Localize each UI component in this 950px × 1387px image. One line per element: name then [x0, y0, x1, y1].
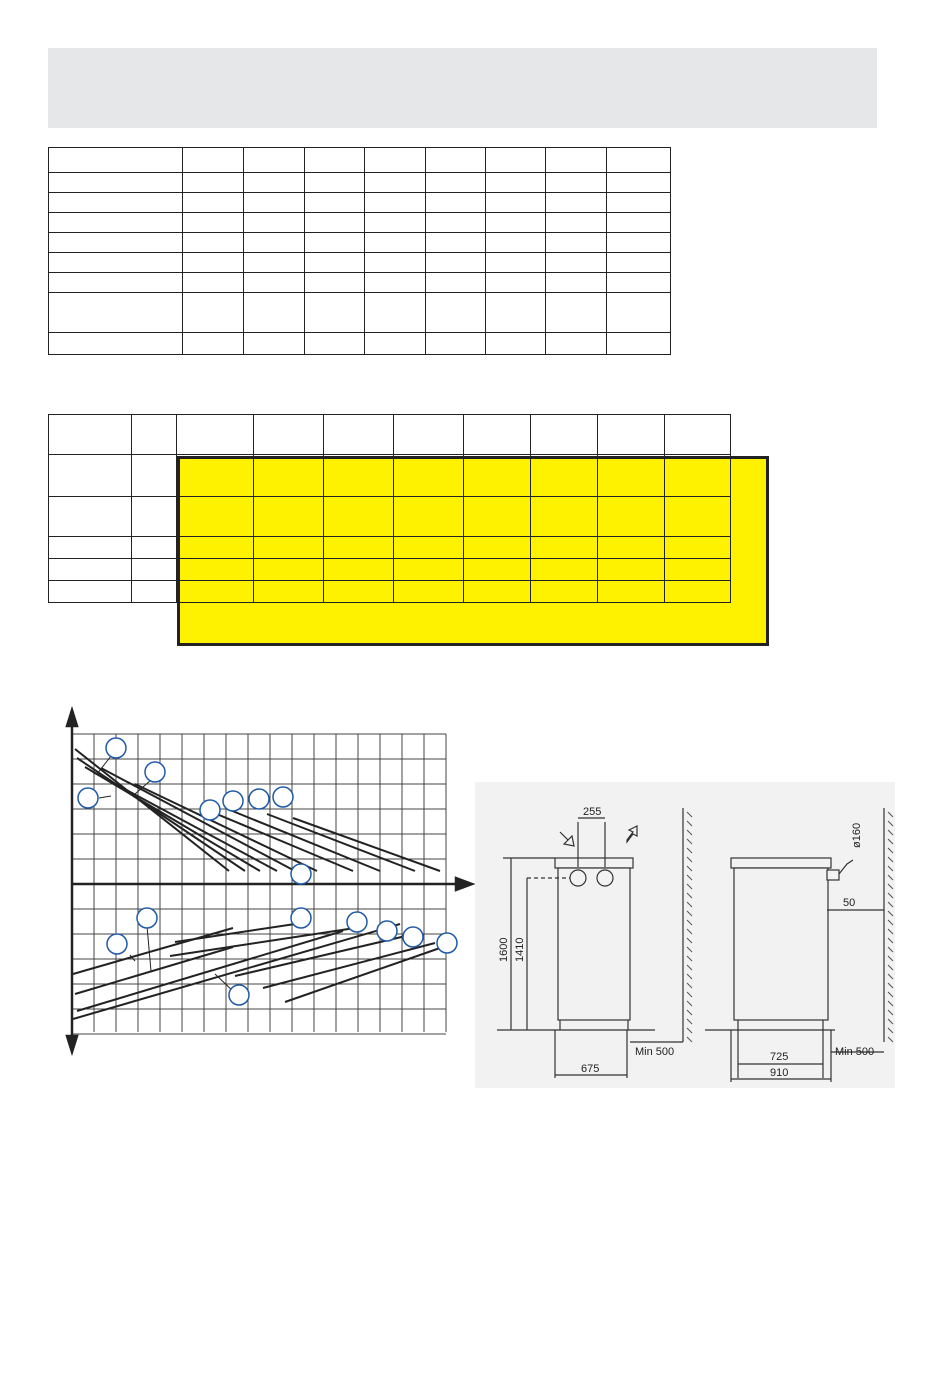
table-cell: [305, 253, 365, 273]
table-cell: [305, 148, 365, 173]
dim-inner-width: 725: [770, 1051, 789, 1063]
callout-circle: [229, 985, 249, 1005]
callout-circle: [377, 921, 397, 941]
table-cell: [546, 148, 607, 173]
table-cell: [365, 233, 426, 253]
table-cell: [365, 193, 426, 213]
table-row: [49, 415, 731, 455]
table-cell: [254, 559, 324, 581]
table-cell: [607, 213, 671, 233]
table-cell: [49, 253, 183, 273]
table-cell: [426, 253, 486, 273]
table-cell: [365, 173, 426, 193]
table-cell: [49, 415, 132, 455]
table-row: [49, 173, 671, 193]
table-cell: [254, 537, 324, 559]
table-cell: [486, 253, 546, 273]
table-cell: [365, 213, 426, 233]
table-row: [49, 581, 731, 603]
table-cell: [607, 333, 671, 355]
table-cell: [177, 415, 254, 455]
callout-circle: [137, 908, 157, 928]
header-banner: [48, 48, 877, 128]
dim-depth: 675: [581, 1063, 600, 1075]
dim-total-height: 1600: [498, 937, 510, 962]
table-cell: [546, 273, 607, 293]
table-cell: [49, 233, 183, 253]
table-cell: [464, 581, 531, 603]
table-row: [49, 148, 671, 173]
table-cell: [464, 559, 531, 581]
dimension-drawing: [475, 782, 895, 1088]
table-cell: [183, 253, 244, 273]
table-cell: [426, 173, 486, 193]
table-row: [49, 333, 671, 355]
table-cell: [177, 559, 254, 581]
dim-outer-width: 910: [770, 1067, 789, 1079]
table-cell: [305, 273, 365, 293]
table-cell: [49, 559, 132, 581]
table-cell: [244, 213, 305, 233]
table-cell: [426, 193, 486, 213]
table-cell: [394, 581, 464, 603]
table-cell: [49, 193, 183, 213]
table-cell: [49, 148, 183, 173]
table-cell: [254, 497, 324, 537]
dim-flue-spacing: 255: [583, 806, 602, 818]
table-cell: [426, 273, 486, 293]
table-cell: [49, 497, 132, 537]
table-cell: [486, 148, 546, 173]
table-cell: [365, 148, 426, 173]
table-cell: [394, 415, 464, 455]
table-row: [49, 213, 671, 233]
table-cell: [665, 497, 731, 537]
callout-circle: [78, 788, 98, 808]
table-cell: [394, 559, 464, 581]
table-cell: [305, 193, 365, 213]
table-cell: [324, 537, 394, 559]
callout-circle: [223, 791, 243, 811]
table-cell: [177, 537, 254, 559]
table-cell: [531, 455, 598, 497]
table-row: [49, 293, 671, 333]
callout-circle: [107, 934, 127, 954]
callout-circle: [291, 908, 311, 928]
table-cell: [49, 273, 183, 293]
table-cell: [49, 213, 183, 233]
table-cell: [324, 497, 394, 537]
table-cell: [132, 497, 177, 537]
table-cell: [546, 173, 607, 193]
table-cell: [531, 581, 598, 603]
table-row: [49, 455, 731, 497]
table-cell: [244, 273, 305, 293]
table-cell: [49, 537, 132, 559]
table-cell: [426, 148, 486, 173]
table-cell: [607, 233, 671, 253]
table-cell: [132, 559, 177, 581]
table-cell: [254, 455, 324, 497]
table-cell: [244, 253, 305, 273]
table-cell: [254, 581, 324, 603]
table-row: [49, 193, 671, 213]
table-cell: [305, 213, 365, 233]
table-row: [49, 497, 731, 537]
table-cell: [464, 537, 531, 559]
table-cell: [244, 333, 305, 355]
table-cell: [665, 537, 731, 559]
callout-circle: [200, 800, 220, 820]
table-cell: [305, 293, 365, 333]
table-cell: [49, 173, 183, 193]
callout-circle: [249, 789, 269, 809]
table-cell: [531, 559, 598, 581]
table-cell: [665, 559, 731, 581]
dim-flue-offset: 50: [843, 897, 856, 909]
performance-chart: [55, 706, 475, 1056]
table-cell: [183, 213, 244, 233]
callout-circle: [145, 762, 165, 782]
table-cell: [324, 455, 394, 497]
table-cell: [254, 415, 324, 455]
table-cell: [665, 581, 731, 603]
table-cell: [464, 497, 531, 537]
table-cell: [486, 333, 546, 355]
table-cell: [183, 293, 244, 333]
callout-circle: [347, 912, 367, 932]
specification-table: [48, 147, 671, 355]
table-cell: [183, 193, 244, 213]
table-cell: [183, 273, 244, 293]
table-cell: [244, 293, 305, 333]
table-cell: [49, 333, 183, 355]
callout-leaders: [97, 756, 235, 993]
table-cell: [486, 173, 546, 193]
table-cell: [132, 415, 177, 455]
table-cell: [607, 253, 671, 273]
table-cell: [324, 581, 394, 603]
table-cell: [546, 233, 607, 253]
table-cell: [132, 581, 177, 603]
dim-front-clearance: Min 500: [635, 1046, 675, 1058]
table-cell: [546, 333, 607, 355]
table-cell: [305, 233, 365, 253]
table-row: [49, 253, 671, 273]
table-cell: [546, 293, 607, 333]
table-cell: [546, 253, 607, 273]
table-cell: [607, 293, 671, 333]
table-cell: [426, 233, 486, 253]
table-cell: [177, 581, 254, 603]
table-cell: [598, 537, 665, 559]
table-cell: [598, 415, 665, 455]
table-cell: [365, 273, 426, 293]
table-cell: [598, 497, 665, 537]
callout-circle: [291, 864, 311, 884]
table-cell: [546, 193, 607, 213]
drawing-background: [475, 782, 895, 1088]
callout-circle: [106, 738, 126, 758]
table-cell: [464, 455, 531, 497]
table-cell: [183, 148, 244, 173]
table-cell: [486, 293, 546, 333]
table-cell: [531, 537, 598, 559]
table-cell: [607, 173, 671, 193]
table-cell: [49, 581, 132, 603]
table-cell: [531, 497, 598, 537]
table-cell: [244, 193, 305, 213]
model-table: [48, 414, 731, 603]
table-row: [49, 559, 731, 581]
table-cell: [394, 455, 464, 497]
dim-flue-diameter: ø160: [851, 822, 863, 848]
table-cell: [177, 455, 254, 497]
table-cell: [365, 333, 426, 355]
table-cell: [183, 333, 244, 355]
table-cell: [426, 333, 486, 355]
table-cell: [607, 273, 671, 293]
table-cell: [324, 559, 394, 581]
table-cell: [305, 173, 365, 193]
chart-callouts: [78, 738, 457, 1005]
table-cell: [365, 253, 426, 273]
table-cell: [486, 273, 546, 293]
dim-flue-height: 1410: [514, 937, 526, 962]
table-cell: [598, 581, 665, 603]
table-cell: [426, 213, 486, 233]
table-row: [49, 537, 731, 559]
table-cell: [244, 233, 305, 253]
dim-side-clearance: Min 500: [835, 1046, 875, 1058]
table-cell: [426, 293, 486, 333]
table-cell: [598, 559, 665, 581]
table-cell: [183, 233, 244, 253]
table-row: [49, 233, 671, 253]
table-cell: [486, 193, 546, 213]
table-cell: [244, 148, 305, 173]
callout-circle: [437, 933, 457, 953]
table-cell: [486, 233, 546, 253]
table-cell: [665, 455, 731, 497]
table-cell: [607, 193, 671, 213]
callout-circle: [403, 927, 423, 947]
table-cell: [607, 148, 671, 173]
table-cell: [665, 415, 731, 455]
table-row: [49, 273, 671, 293]
table-cell: [546, 213, 607, 233]
table-cell: [49, 455, 132, 497]
table-cell: [177, 497, 254, 537]
callout-circle: [273, 787, 293, 807]
table-cell: [394, 497, 464, 537]
table-cell: [305, 333, 365, 355]
table-cell: [183, 173, 244, 193]
table-cell: [486, 213, 546, 233]
table-cell: [49, 293, 183, 333]
table-cell: [598, 455, 665, 497]
table-cell: [464, 415, 531, 455]
table-cell: [531, 415, 598, 455]
table-cell: [132, 455, 177, 497]
table-cell: [132, 537, 177, 559]
table-cell: [244, 173, 305, 193]
table-cell: [365, 293, 426, 333]
table-cell: [324, 415, 394, 455]
table-cell: [394, 537, 464, 559]
